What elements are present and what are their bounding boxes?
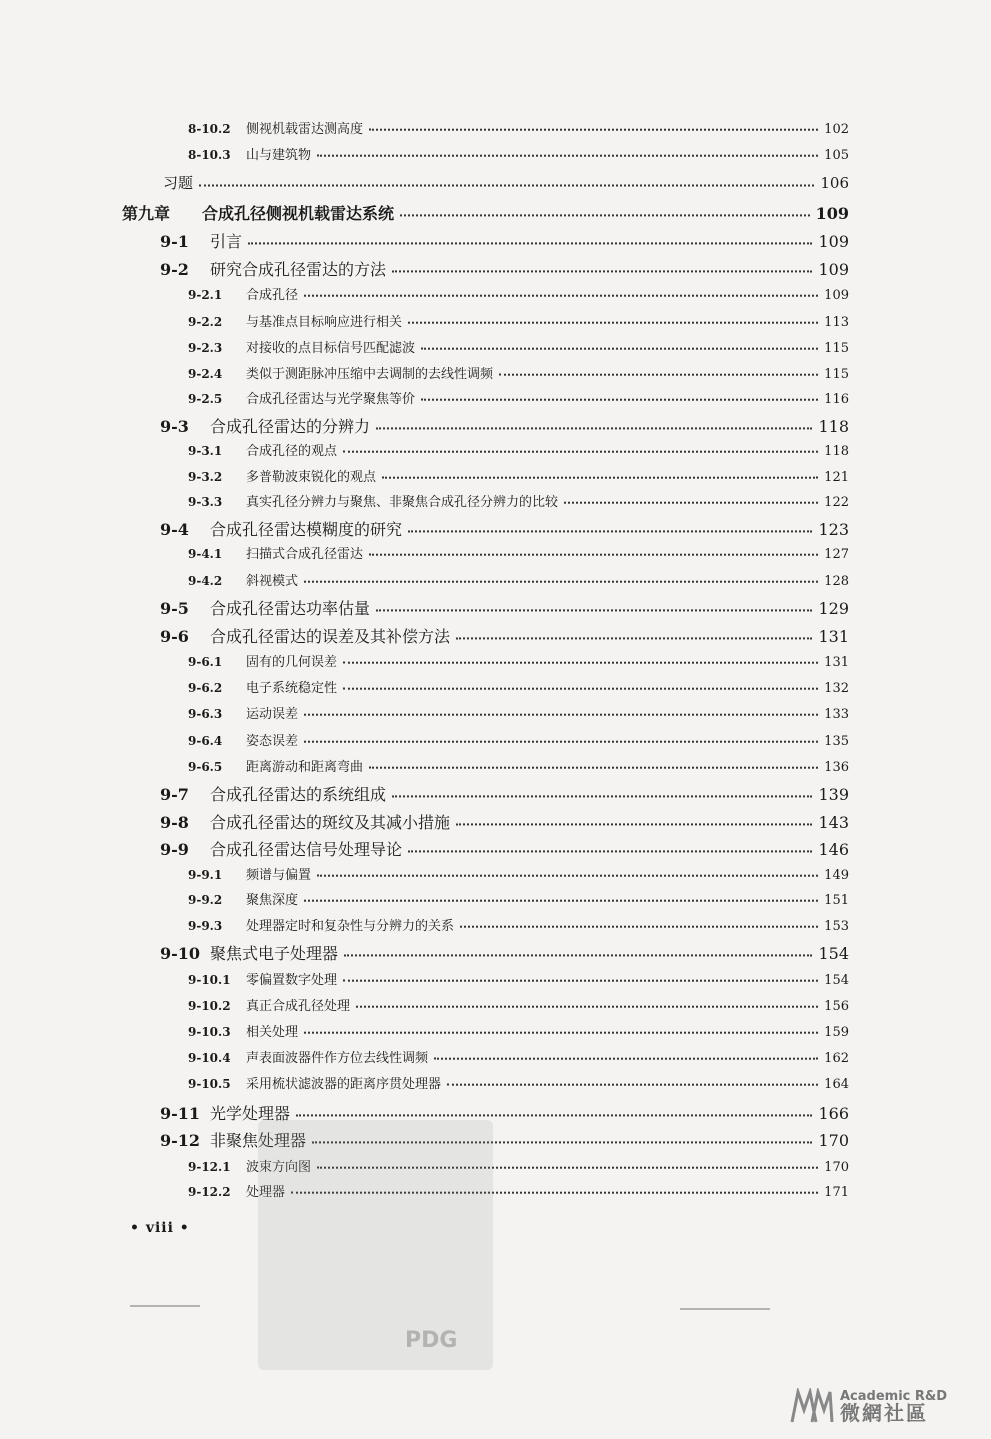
- toc-entry-number: 8-10.2: [188, 122, 231, 136]
- toc-entry-number: 9-6.3: [188, 707, 223, 721]
- toc-dot-leader: [408, 841, 812, 852]
- page-number-footer: • viii •: [130, 1220, 190, 1236]
- toc-entry-number: 9-10.1: [188, 973, 231, 987]
- scan-artifact-line: [130, 1305, 200, 1307]
- toc-entry: [188, 543, 849, 562]
- toc-entry-page: 102: [824, 122, 849, 137]
- toc-dot-leader: [456, 628, 812, 639]
- toc-entry-page: 109: [815, 204, 849, 223]
- toc-entry-number: 9-3.2: [188, 470, 223, 484]
- toc-entry: [160, 414, 849, 437]
- toc-entry-page: 143: [818, 813, 849, 832]
- toc-entry: [160, 837, 849, 860]
- toc-dot-leader: [392, 786, 812, 797]
- toc-entry: [188, 864, 849, 883]
- toc-dot-leader: [199, 176, 814, 186]
- toc-entry: [188, 118, 849, 137]
- toc-entry-number: 9-9.2: [188, 893, 223, 907]
- toc-dot-leader: [317, 148, 818, 157]
- toc-entry-number: 9-6.1: [188, 655, 223, 669]
- toc-entry-page: 171: [824, 1185, 849, 1200]
- toc-dot-leader: [460, 919, 818, 928]
- toc-entry-title: 侧视机载雷达测高度: [246, 122, 364, 137]
- toc-entry-number: 9-2.3: [188, 341, 223, 355]
- toc-entry-page: 105: [824, 148, 849, 163]
- toc-entry-number: 9-12.1: [188, 1160, 231, 1174]
- toc-entry-title: 非聚焦处理器: [210, 1131, 307, 1150]
- toc-entry-title: 处理器: [246, 1185, 286, 1200]
- toc-entry-title: 合成孔径雷达的斑纹及其减小措施: [210, 813, 451, 832]
- watermark: [790, 1388, 947, 1424]
- toc-dot-leader: [304, 288, 818, 297]
- toc-entry-title: 光学处理器: [210, 1104, 291, 1123]
- toc-entry-title: 扫描式合成孔径雷达: [246, 547, 364, 562]
- toc-entry: [188, 703, 849, 722]
- toc-entry: [160, 810, 849, 833]
- toc-entry: [188, 337, 849, 356]
- toc-entry: [163, 172, 849, 193]
- toc-entry: [188, 1047, 849, 1066]
- toc-entry-page: 159: [824, 1025, 849, 1040]
- toc-entry-number: 9-4.1: [188, 547, 223, 561]
- toc-entry-page: 131: [824, 655, 849, 670]
- toc-entry-page: 127: [824, 547, 849, 562]
- toc-dot-leader: [392, 261, 812, 272]
- toc-dot-leader: [376, 418, 812, 429]
- toc-entry-number: 8-10.3: [188, 148, 231, 162]
- toc-entry: [188, 756, 849, 775]
- toc-entry-page: 115: [824, 341, 849, 356]
- toc-entry: [188, 969, 849, 988]
- toc-entry-number: 9-9.1: [188, 868, 223, 882]
- toc-entry: [160, 517, 849, 540]
- toc-entry-page: 162: [824, 1051, 849, 1066]
- toc-dot-leader: [400, 205, 810, 216]
- toc-entry-title: 合成孔径雷达模糊度的研究: [210, 520, 403, 539]
- toc-entry-title: 真实孔径分辨力与聚焦、非聚焦合成孔径分辨力的比较: [246, 495, 559, 510]
- toc-entry-title: 研究合成孔径雷达的方法: [210, 260, 387, 279]
- toc-dot-leader: [564, 495, 818, 504]
- toc-entry: [188, 1021, 849, 1040]
- toc-entry-title: 与基准点目标响应进行相关: [246, 315, 403, 330]
- toc-entry-title: 山与建筑物: [246, 148, 312, 163]
- toc-dot-leader: [296, 1105, 812, 1116]
- toc-entry-title: 合成孔径雷达的分辨力: [210, 417, 371, 436]
- toc-entry-number: 9-2.1: [188, 288, 223, 302]
- toc-entry-title: 合成孔径: [246, 288, 299, 303]
- toc-entry: [188, 915, 849, 934]
- toc-entry-number: 9-9: [160, 840, 189, 859]
- toc-dot-leader: [343, 444, 818, 453]
- toc-dot-leader: [248, 233, 812, 244]
- toc-entry-page: 149: [824, 868, 849, 883]
- toc-entry-page: 156: [824, 999, 849, 1014]
- library-stamp: [258, 1120, 493, 1370]
- toc-entry-number: 9-12: [160, 1131, 201, 1150]
- toc-entry: [122, 201, 849, 224]
- toc-entry-title: 合成孔径雷达的误差及其补偿方法: [210, 627, 451, 646]
- toc-entry-title: 合成孔径的观点: [246, 444, 338, 459]
- watermark-logo-icon: [790, 1388, 834, 1424]
- toc-entry: [188, 144, 849, 163]
- toc-dot-leader: [304, 574, 818, 583]
- toc-entry-title: 对接收的点目标信号匹配滤波: [246, 341, 416, 356]
- toc-entry: [188, 311, 849, 330]
- toc-entry: [188, 677, 849, 696]
- toc-entry-number: 第九章: [122, 204, 171, 223]
- toc-dot-leader: [421, 341, 818, 350]
- toc-entry-page: 131: [818, 627, 849, 646]
- toc-entry-number: 9-4.2: [188, 574, 223, 588]
- toc-entry-number: 9-8: [160, 813, 189, 832]
- toc-entry-page: 151: [824, 893, 849, 908]
- toc-entry: [160, 941, 849, 964]
- toc-entry: [160, 782, 849, 805]
- scan-artifact-line: [680, 1308, 770, 1310]
- toc-entry-number: 9-6: [160, 627, 189, 646]
- toc-entry-number: 9-2.2: [188, 315, 223, 329]
- toc-entry-number: 9-4: [160, 520, 189, 539]
- toc-entry-number: 9-6.4: [188, 734, 223, 748]
- toc-entry: [188, 491, 849, 510]
- toc-entry-number: 9-11: [160, 1104, 201, 1123]
- toc-dot-leader: [499, 367, 818, 376]
- toc-entry-page: 122: [824, 495, 849, 510]
- toc-entry-page: 133: [824, 707, 849, 722]
- toc-entry: [188, 1073, 849, 1092]
- toc-dot-leader: [456, 814, 812, 825]
- toc-entry-number: 9-12.2: [188, 1185, 231, 1199]
- toc-entry-number: 9-10.5: [188, 1077, 231, 1091]
- toc-entry-title: 距离游动和距离弯曲: [246, 760, 364, 775]
- toc-entry-number: 9-6.5: [188, 760, 223, 774]
- toc-entry-page: 106: [820, 174, 849, 192]
- toc-entry-page: 170: [818, 1131, 849, 1150]
- toc-entry-title: 类似于测距脉冲压缩中去调制的去线性调频: [246, 367, 494, 382]
- toc-entry-title: 斜视模式: [246, 574, 299, 589]
- toc-entry: [188, 730, 849, 749]
- toc-entry-title: 频谱与偏置: [246, 868, 312, 883]
- toc-entry: [160, 257, 849, 280]
- toc-entry-title: 聚焦式电子处理器: [210, 944, 339, 963]
- toc-entry-title: 合成孔径雷达功率估量: [210, 599, 371, 618]
- toc-entry-number: 9-9.3: [188, 919, 223, 933]
- toc-entry: [188, 388, 849, 407]
- toc-entry-number: 9-3: [160, 417, 189, 436]
- toc-entry-title: 声表面波器件作方位去线性调频: [246, 1051, 429, 1066]
- toc-entry-page: 139: [818, 785, 849, 804]
- toc-dot-leader: [356, 999, 818, 1008]
- toc-dot-leader: [369, 122, 818, 131]
- toc-entry-number: 9-2.5: [188, 392, 223, 406]
- toc-entry-page: 154: [824, 973, 849, 988]
- toc-entry-number: 9-10.4: [188, 1051, 231, 1065]
- toc-dot-leader: [421, 392, 818, 401]
- toc-entry-number: 9-3.1: [188, 444, 223, 458]
- toc-entry-page: 132: [824, 681, 849, 696]
- toc-entry-page: 123: [818, 520, 849, 539]
- toc-entry-page: 116: [824, 392, 849, 407]
- toc-entry-title: 合成孔径雷达与光学聚焦等价: [246, 392, 416, 407]
- toc-entry-page: 115: [824, 367, 849, 382]
- toc-entry-title: 零偏置数字处理: [246, 973, 338, 988]
- toc-entry: [188, 440, 849, 459]
- toc-entry-title: 合成孔径侧视机载雷达系统: [202, 204, 395, 223]
- toc-entry-page: 166: [818, 1104, 849, 1123]
- toc-entry-page: 129: [818, 599, 849, 618]
- toc-entry-number: 9-10: [160, 944, 201, 963]
- toc-dot-leader: [304, 1025, 818, 1034]
- toc-entry-title: 真正合成孔径处理: [246, 999, 351, 1014]
- toc-entry: [160, 624, 849, 647]
- toc-dot-leader: [304, 893, 818, 902]
- toc-entry-title: 电子系统稳定性: [246, 681, 338, 696]
- toc-entry-title: 引言: [210, 232, 243, 251]
- toc-dot-leader: [343, 655, 818, 664]
- toc-dot-leader: [343, 973, 818, 982]
- toc-dot-leader: [369, 547, 818, 556]
- toc-entry-title: 处理器定时和复杂性与分辨力的关系: [246, 919, 455, 934]
- toc-entry-page: 109: [818, 260, 849, 279]
- toc-entry: [188, 570, 849, 589]
- toc-entry-number: 9-1: [160, 232, 189, 251]
- toc-entry-page: 109: [818, 232, 849, 251]
- toc-entry-number: 9-5: [160, 599, 189, 618]
- toc-entry-number: 9-2.4: [188, 367, 223, 381]
- toc-entry: [160, 596, 849, 619]
- toc-dot-leader: [304, 707, 818, 716]
- stamp-label: PDG: [405, 1328, 458, 1353]
- toc-dot-leader: [408, 315, 818, 324]
- toc-entry-title: 采用梳状滤波器的距离序贯处理器: [246, 1077, 442, 1092]
- toc-dot-leader: [317, 868, 818, 877]
- toc-entry-page: 118: [824, 444, 849, 459]
- toc-entry-number: 9-6.2: [188, 681, 223, 695]
- toc-entry-title: 固有的几何误差: [246, 655, 338, 670]
- toc-entry: [188, 651, 849, 670]
- toc-entry: [160, 229, 849, 252]
- toc-entry-number: 9-10.3: [188, 1025, 231, 1039]
- toc-entry: [188, 363, 849, 382]
- toc-entry-page: 164: [824, 1077, 849, 1092]
- toc-entry-title: 运动误差: [246, 707, 299, 722]
- toc-entry-page: 146: [818, 840, 849, 859]
- toc-entry-title: 波束方向图: [246, 1160, 312, 1175]
- toc-entry: [188, 889, 849, 908]
- toc-entry-title: 相关处理: [246, 1025, 299, 1040]
- toc-dot-leader: [369, 760, 818, 769]
- toc-dot-leader: [447, 1077, 818, 1086]
- toc-entry-page: 113: [824, 315, 849, 330]
- toc-entry: [188, 995, 849, 1014]
- toc-entry-title: 习题: [163, 174, 194, 192]
- toc-entry-page: 154: [818, 944, 849, 963]
- toc-entry-page: 153: [824, 919, 849, 934]
- toc-entry-page: 118: [818, 417, 849, 436]
- watermark-line-cn: 微網社區: [840, 1400, 928, 1425]
- toc-entry-title: 合成孔径雷达信号处理导论: [210, 840, 403, 859]
- toc-entry-page: 128: [824, 574, 849, 589]
- toc-entry: [188, 466, 849, 485]
- toc-entry-number: 9-2: [160, 260, 189, 279]
- toc-dot-leader: [408, 521, 812, 532]
- toc-entry-number: 9-3.3: [188, 495, 223, 509]
- toc-dot-leader: [304, 734, 818, 743]
- toc-entry-page: 109: [824, 288, 849, 303]
- toc-entry-page: 170: [824, 1160, 849, 1175]
- toc-entry-title: 姿态误差: [246, 734, 299, 749]
- toc-entry-number: 9-10.2: [188, 999, 231, 1013]
- toc-dot-leader: [434, 1051, 818, 1060]
- toc-dot-leader: [376, 600, 812, 611]
- toc-entry: [188, 284, 849, 303]
- toc-entry-page: 121: [824, 470, 849, 485]
- toc-dot-leader: [382, 470, 818, 479]
- watermark-line-en: Academic R&D: [840, 1388, 948, 1404]
- toc-entry-title: 多普勒波束锐化的观点: [246, 470, 377, 485]
- toc-entry-number: 9-7: [160, 785, 189, 804]
- toc-dot-leader: [343, 681, 818, 690]
- toc-entry-title: 聚焦深度: [246, 893, 299, 908]
- toc-dot-leader: [344, 945, 812, 956]
- toc-entry-page: 136: [824, 760, 849, 775]
- toc-entry-page: 135: [824, 734, 849, 749]
- toc-entry-title: 合成孔径雷达的系统组成: [210, 785, 387, 804]
